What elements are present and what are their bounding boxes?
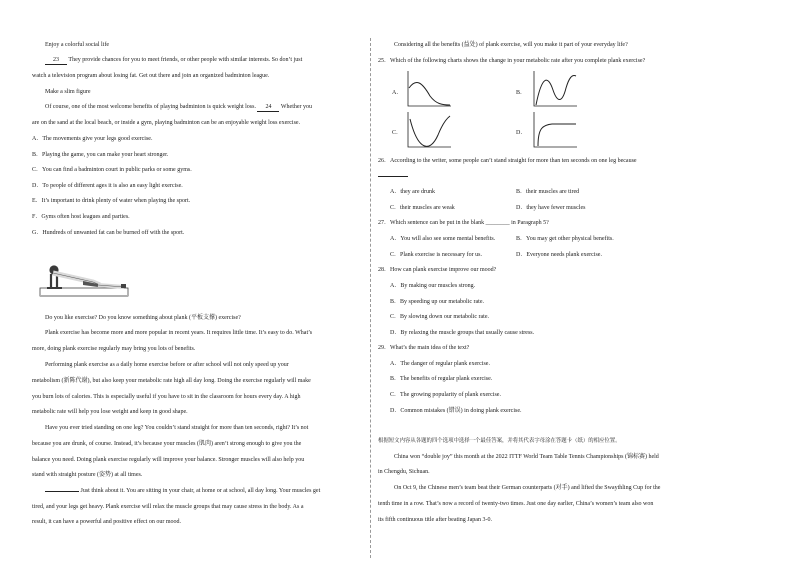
paragraph-23-line-1	[45, 56, 302, 65]
option-c: C．You can find a badminton court in public parks or some gyms.	[32, 167, 192, 173]
q25-chart-a	[406, 70, 452, 108]
q25-chart-b	[532, 70, 578, 108]
passage-p3-a: Performing plank exercise as a daily home exercise before or after school will not only speed up your	[45, 362, 289, 368]
question-28: 28．How can plank exercise improve our mood?	[378, 267, 497, 273]
q26-option-a[interactable]: A．they are drunk	[390, 189, 435, 195]
q26-option-c[interactable]: C．their muscles are weak	[390, 205, 455, 211]
china-passage-line-4: tenth time in a row. That’s now a record of twenty-two times. Just one day earlier, China’s women’s team also won	[378, 501, 654, 507]
passage-p3-b: metabolism (新陈代谢), but also keep your metabolic rate high all day long. Doing the exercise regularly will make	[32, 378, 311, 384]
question-27: 27．Which sentence can be put in the blank ________ in Paragraph 5?	[378, 220, 549, 226]
passage-p1: Do you like exercise? Do you know something about plank (平板支撑) exercise?	[45, 315, 241, 321]
china-passage-line-1: China won “double joy” this month at the 2022 ITTF World Team Table Tennis Championships (锦标赛) held	[394, 454, 659, 460]
passage-p4-d: stand with straight posture (姿势) at all times.	[32, 472, 143, 478]
passage-p3-c: you burn lots of calories. This is especially useful if you have to sit in the classroom for hours every day. A high	[32, 394, 301, 400]
q29-option-a[interactable]: A．The danger of regular plank exercise.	[390, 361, 490, 367]
question-26-blank	[378, 172, 408, 180]
q26-option-b[interactable]: B．their muscles are tired	[516, 189, 580, 195]
paragraph-23-line-2: watch a television program about losing fat. Get out there and join an organized badminton league.	[32, 73, 270, 79]
q29-option-b[interactable]: B．The benefits of regular plank exercise.	[390, 376, 493, 382]
column-divider	[370, 38, 371, 558]
passage-p2-b: more, doing plank exercise regularly may bring you lots of benefits.	[32, 346, 196, 352]
option-g: G．Hundreds of unwanted fat can be burned off with the sport.	[32, 230, 185, 236]
q25-option-d[interactable]: D．	[516, 130, 527, 136]
q25-option-b[interactable]: B．	[516, 90, 527, 96]
china-passage-line-5: its fifth continuous title after beating Japan 3-0.	[378, 517, 492, 523]
blank-paragraph-5[interactable]	[45, 491, 79, 492]
paragraph-24-line-1	[45, 103, 312, 112]
passage-p4-b: because you are drunk, of course. Instead, it’s because your muscles (肌肉) aren’t strong enough to give you the	[32, 441, 302, 447]
q28-option-b[interactable]: B．By speeding up our metabolic rate.	[390, 299, 484, 305]
passage-p6: Considering all the benefits (益处) of plank exercise, will you make it part of your everyday life?	[394, 42, 628, 48]
paragraph-24-pre: Of course, one of the most welcome benefits of playing badminton is quick weight loss.	[45, 104, 256, 110]
q26-option-d[interactable]: D．they have fewer muscles	[516, 205, 586, 211]
option-b: B．Playing the game, you can make your heart stronger.	[32, 152, 169, 158]
q25-option-a[interactable]: A．	[392, 90, 403, 96]
q25-chart-c	[406, 111, 452, 149]
heading-slim-figure: Make a slim figure	[45, 89, 91, 95]
q27-option-d[interactable]: D．Everyone needs plank exercise.	[516, 252, 602, 258]
q28-option-d[interactable]: D．By relaxing the muscle groups that usually cause stress.	[390, 330, 535, 336]
option-a: A．The movements give your legs good exercise.	[32, 136, 153, 142]
plank-exercise-illustration	[38, 258, 133, 302]
passage-p5-b: tired, and your legs get heavy. Plank exercise will relax the muscle groups that may cause stress in the body. As a	[32, 504, 304, 510]
paragraph-24-post: Whether you	[280, 104, 313, 110]
question-25: 25．Which of the following charts shows the change in your metabolic rate after you complete plank exercise?	[378, 58, 646, 64]
passage-p3-d: metabolic rate will help you lose weight and keep in good shape.	[32, 409, 188, 415]
q28-option-a[interactable]: A．By making our muscles strong.	[390, 283, 476, 289]
passage-p2-a: Plank exercise has become more and more popular in recent years. It requires little time. It’s easy to do. What’s	[45, 330, 313, 336]
section-instruction: 根据短文内容从各题的四个选项中选择一个最佳答案，并将其代表字母涂在答题卡（纸）的相应位置。	[378, 438, 621, 444]
q29-option-c[interactable]: C．The growing popularity of plank exercise.	[390, 392, 501, 398]
q27-option-b[interactable]: B．You may get other physical benefits.	[516, 236, 614, 242]
blank-24[interactable]: 24	[257, 103, 279, 112]
passage-p4-a: Have you ever tried standing on one leg? You couldn’t stand straight for more than ten seconds, right? It’s not	[45, 425, 309, 431]
blank-23[interactable]: 23	[45, 56, 67, 65]
q29-option-d[interactable]: D．Common mistakes (错误) in doing plank exercise.	[390, 408, 522, 414]
option-f: F．Gyms often host leagues and parties.	[32, 214, 130, 220]
china-passage-line-3: On Oct 9, the Chinese men’s team beat their German counterparts (对手) and lifted the Swaythling Cup for the	[394, 485, 661, 491]
passage-p4-c: balance you need. Doing plank exercise regularly will improve your balance. Stronger muscles will also help you	[32, 457, 305, 463]
q28-option-c[interactable]: C．By slowing down our metabolic rate.	[390, 314, 489, 320]
passage-p5-a	[45, 487, 320, 495]
q27-option-a[interactable]: A．You will also see some mental benefits.	[390, 236, 496, 242]
q25-option-c[interactable]: C．	[392, 130, 403, 136]
passage-p5-a-text: Just think about it. You are sitting in your chair, at home or at school, all day long. Your muscles get	[80, 488, 321, 494]
option-e: E．It’s important to drink plenty of water when playing the sport.	[32, 198, 191, 204]
option-d: D．To people of different ages it is also an easy light exercise.	[32, 183, 183, 189]
question-29: 29．What’s the main idea of the text?	[378, 345, 470, 351]
question-26: 26．According to the writer, some people can’t stand straight for more than ten seconds on one leg because	[378, 158, 637, 164]
passage-p5-c: result, it can have a powerful and positive effect on our mood.	[32, 519, 182, 525]
heading-social-life: Enjoy a colorful social life	[45, 42, 109, 48]
china-passage-line-2: in Chengdu, Sichuan.	[378, 469, 430, 475]
blank-26[interactable]	[378, 176, 408, 177]
q25-chart-d	[532, 111, 578, 149]
q27-option-c[interactable]: C．Plank exercise is necessary for us.	[390, 252, 482, 258]
paragraph-24-line-2: are on the sand at the local beach, or inside a gym, playing badminton can be an enjoyable weight loss exercise.	[32, 120, 301, 126]
paragraph-23-text: They provide chances for you to meet friends, or other people with similar interests. So don’t just	[68, 57, 303, 63]
